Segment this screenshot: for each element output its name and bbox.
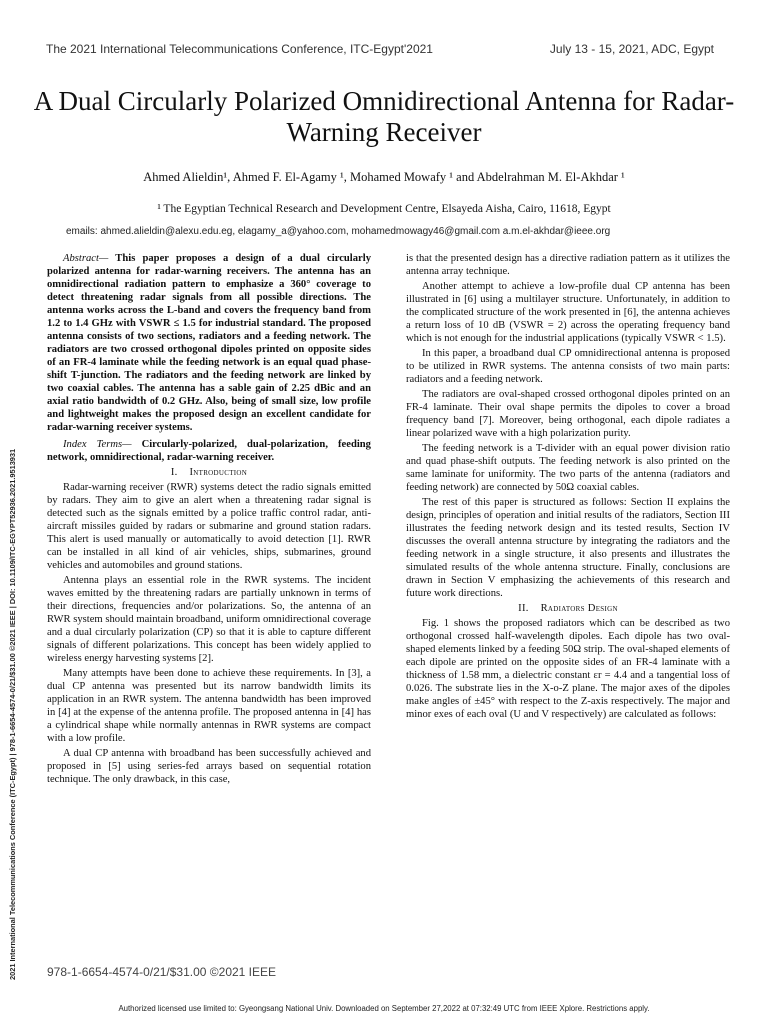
abstract-label: Abstract— (63, 253, 109, 264)
author-list: Ahmed Alieldin¹, Ahmed F. El-Agamy ¹, Mohamed Mowafy ¹ and Abdelrahman M. El-Akhdar ¹ (143, 170, 625, 184)
index-terms-text: Circularly-polarized, dual-polarization, feeding network, omnidirectional, radar-warning receiver. (47, 439, 371, 463)
paragraph: A dual CP antenna with broadband has been successfully achieved and proposed in [5] using series-fed arrays based on sequential rotation technique. The only drawback, in this case, (47, 748, 371, 785)
doi-sidebar: 2021 International Telecommunications Conference (ITC-Egypt) | 978-1-6654-4574-0/21/$31.00 ©2021 IEEE | DOI: 10.1109/ITC-EGYPT52936.2021.9513931 (8, 448, 17, 980)
paragraph: The radiators are oval-shaped crossed orthogonal dipoles printed on an FR-4 laminate. Their oval shape permits the dipoles to cover a broad frequency band [7]. Moreover, being orthogonal, each dipole radiates a linear polarized wave with a high polarization purity. (406, 389, 730, 439)
paragraph: Many attempts have been done to achieve these requirements. In [3], a dual CP antenna was presented but its narrow bandwidth limits its application in an RWR system. The antenna bandwidth has been improved in [4] at the expense of the antenna profile. The proposed antenna in [4] has a cylindrical shape while normally antennas in RWR systems are compact with a low profile. (47, 668, 371, 744)
author-emails: emails: ahmed.alieldin@alexu.edu.eg, elagamy_a@yahoo.com, mohamedmowagy46@gmail.com a.m.el-akhdar@ieee.org (66, 226, 611, 237)
paragraph: Fig. 1 shows the proposed radiators which can be described as two orthogonal crossed half-wavelength dipoles. Each dipole has two oval-shaped elements linked by a feeding 50Ω strip. The oval-shaped elements of each dipole are printed on the opposite sides of an FR-4 laminate with a thickness of 1.58 mm, a dielectric constant εr = 4.4 and a tangential loss of 0.026. The substrate lies in the X-o-Z plane. The major axes of the dipoles make angles of ±45° with respect to the Z-axis respectively. The major and minor exes of each oval (U and V respectively) are calculated as follows: (406, 618, 730, 720)
paragraph: The feeding network is a T-divider with an equal power division ratio and quad phase-shift outputs. The feeding network is also printed on the same laminate for uniformity. The two parts of the antenna (radiators and feeding network) are connected by 50Ω coaxial cables. (406, 443, 730, 493)
section-number: II. (518, 603, 529, 614)
abstract-text: This paper proposes a design of a dual circularly polarized antenna for radar-warning receivers. The antenna has an omnidirectional radiation pattern to emphasize a 360° coverage to detect threatening radar signals from all possible directions. The antenna works across the L-band and covers the frequency band from 1.2 to 1.4 GHz with VSWR ≤ 1.5 for industrial standard. The proposed antenna consists of two sections, radiators and a feeding network. The radiators are two crossed orthogonal dipoles printed on opposite sides of an FR-4 laminate while the feeding network is an equal quad phase-shift T-junction. The radiators and the feeding network are linked by two coaxial cables. The antenna has a sable gain of 2.25 dBic and an axial ratio bandwidth of 0.2 GHz. Also, being of small size, low profile and lightweight makes the proposed design an excellent candidate for radar-warning receiver systems. (47, 253, 371, 433)
conference-date: July 13 - 15, 2021, ADC, Egypt (549, 42, 714, 56)
paragraph: In this paper, a broadband dual CP omnidirectional antenna is proposed to be utilized in RWR systems. The antenna consists of two main parts: radiators and a feeding network. (406, 348, 730, 385)
paragraph: Another attempt to achieve a low-profile dual CP antenna has been illustrated in [6] using a multilayer structure. Unfortunately, in addition to the complicated structure of the work presented in [6], the antenna achieves a return loss of 10 dB (VSWR = 2) across the operating frequency band which is not enough for the industrial applications (typically VSWR < 1.5). (406, 281, 730, 344)
paragraph: Antenna plays an essential role in the RWR systems. The incident waves emitted by the threatening radars are partially unknown in terms of their directions, frequencies and/or polarizations. So, the antenna of an RWR system should maintain broadband, uniform omnidirectional coverage and a dual circularly polarization (CP) so that it is able to capture different signals of different polarizations. This concept has been widely applied to wireless energy harvesting systems [2]. (47, 575, 371, 664)
conference-header: The 2021 International Telecommunications Conference, ITC-Egypt'2021 (46, 42, 433, 56)
paper-title: A Dual Circularly Polarized Omnidirectional Antenna for Radar-Warning Receiver (33, 86, 735, 147)
paragraph: Radar-warning receiver (RWR) systems detect the radio signals emitted by radars. They aim to give an alert when a threatening radar signal is detected such as the signals emitted by a police traffic control radar, anti-aircraft missiles guided by radars or submarine and ground station radars. This alert is used manually or automatically to avoid detection [1]. RWR can be installed in all kind of air vehicles, ships, submarines, ground vehicles and automobiles and ground stations. (47, 482, 371, 571)
license-footer: Authorized licensed use limited to: Gyeongsang National Univ. Downloaded on September 27,2022 at 07:32:49 UTC from IEEE Xplore. Restrictions apply. (118, 1004, 650, 1013)
right-column (406, 252, 730, 723)
section-heading-radiators (406, 602, 730, 615)
index-terms (47, 438, 371, 464)
section-title: Radiators Design (540, 603, 618, 614)
isbn-copyright: 978-1-6654-4574-0/21/$31.00 ©2021 IEEE (47, 965, 277, 979)
index-terms-label: Index Terms— (63, 439, 132, 450)
section-heading-introduction (47, 466, 371, 479)
paragraph: is that the presented design has a directive radiation pattern as it utilizes the antenna array technique. (406, 253, 730, 277)
section-title: Introduction (189, 467, 248, 478)
section-number: I. (170, 467, 178, 478)
affiliation: ¹ The Egyptian Technical Research and Development Centre, Elsayeda Aisha, Cairo, 11618, Egypt (157, 203, 611, 215)
left-column (47, 252, 371, 788)
paragraph: The rest of this paper is structured as follows: Section II explains the design, principles of operation and initial results of the radiators, Section III illustrates the feeding network design and its tested results, Section IV discusses the overall antenna structure by integrating the radiators and the feeding network in a single structure, it also presents and illustrates the simulated results of the whole antenna structure. Finally, conclusions are drawn in Section V emphasizing the achievements of this research and future work directions. (406, 497, 730, 599)
abstract (47, 252, 371, 434)
